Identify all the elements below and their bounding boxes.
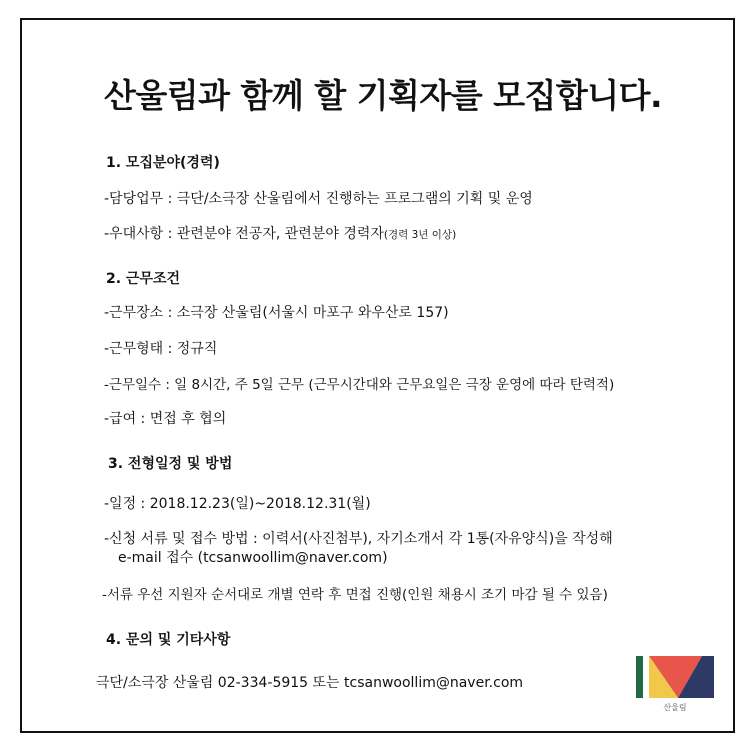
sanwoollim-logo [636,656,714,718]
item-duties: -담당업무 : 극단/소극장 산울림에서 진행하는 프로그램의 기획 및 운영 [104,191,533,207]
section-heading-conditions: 2. 근무조건 [106,271,181,287]
item-preferences [104,223,456,243]
item-work-days: -근무일수 : 일 8시간, 주 5일 근무 (근무시간대와 근무요일은 극장 운영에 따라 탄력적) [104,377,615,393]
item-application-method: -신청 서류 및 접수 방법 : 이력서(사진첨부), 자기소개서 각 1통(자유양식)을 작성해 [104,531,613,547]
item-interview-note: -서류 우선 지원자 순서대로 개별 연락 후 면접 진행(인원 채용시 조기 마감 될 수 있음) [102,587,608,603]
section-heading-contact: 4. 문의 및 기타사항 [106,632,231,648]
item-preferences-note: (경력 3년 이상) [383,229,457,241]
item-work-type: -근무형태 : 정규직 [104,341,218,357]
item-salary: -급여 : 면접 후 협의 [104,411,227,427]
item-work-place: -근무장소 : 소극장 산울림(서울시 마포구 와우산로 157) [104,305,449,321]
contact-info: 극단/소극장 산울림 02-334-5915 또는 tcsanwoollim@naver.com [96,675,524,691]
section-heading-schedule: 3. 전형일정 및 방법 [108,456,233,472]
logo-name: 산울림 [663,703,687,712]
page-title: 산울림과 함께 할 기획자를 모집합니다. [104,76,663,115]
item-preferences-text: -우대사항 : 관련분야 전공자, 관련분야 경력자 [104,226,384,242]
item-schedule: -일정 : 2018.12.23(일)~2018.12.31(월) [104,496,371,512]
logo-graphic-icon [636,656,714,700]
item-application-email: e-mail 접수 (tcsanwoollim@naver.com) [118,550,388,566]
section-heading-recruit-field: 1. 모집분야(경력) [106,155,220,171]
